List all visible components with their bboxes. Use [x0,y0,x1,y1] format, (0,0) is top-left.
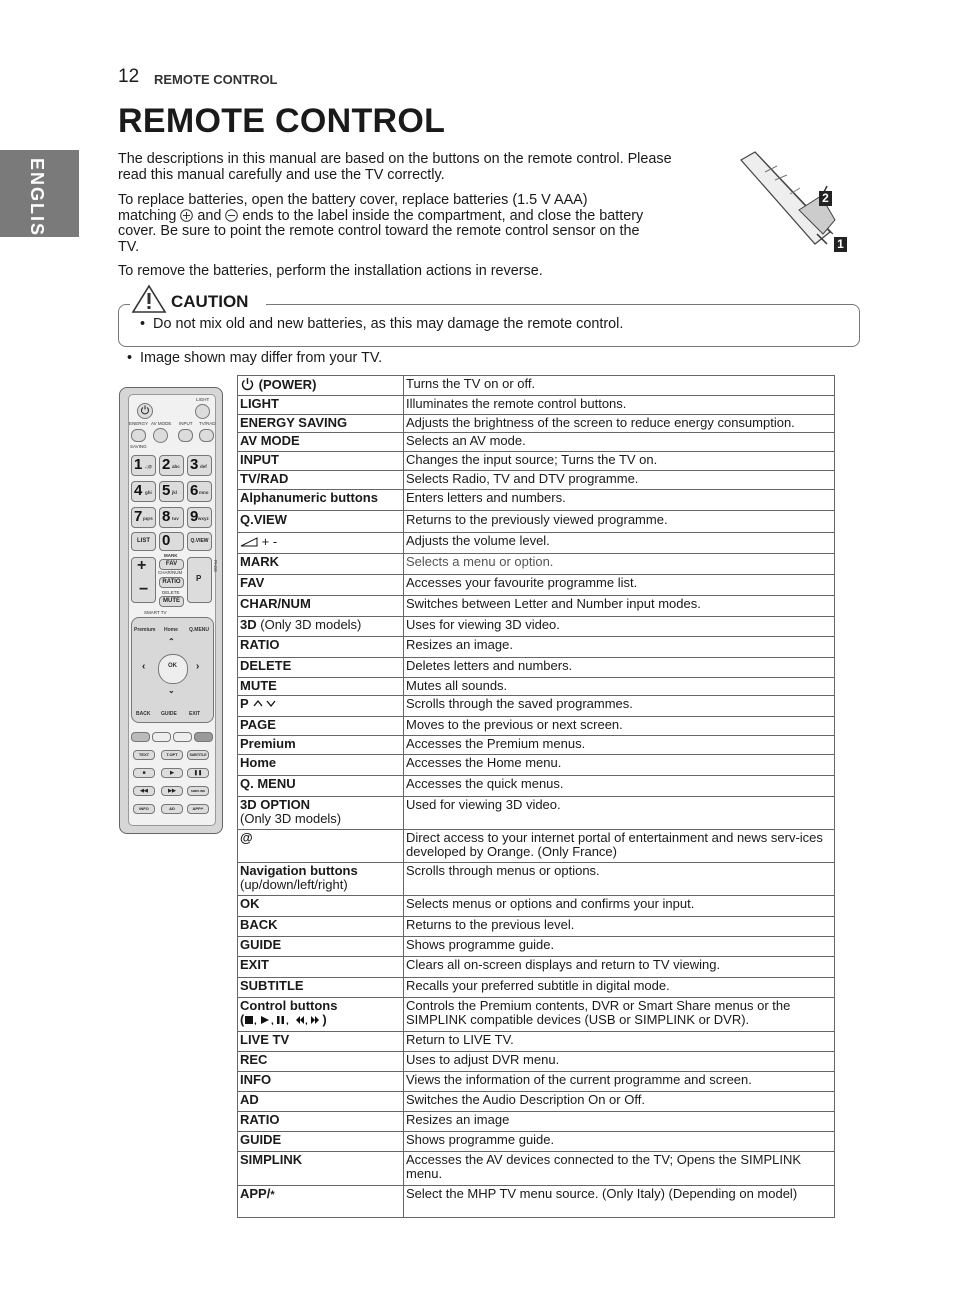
remote-ad-key: AD [161,804,183,814]
remote-page-label: PAGE [213,560,218,573]
remote-program-rocker: P [187,557,212,603]
remote-energy-key [131,429,146,442]
svg-text:,: , [286,1016,290,1025]
table-row: Q. MENU Accesses the quick menus. [238,775,835,796]
remote-qview-key: Q.VIEW [187,532,212,551]
remote-input-label: INPUT [179,421,193,426]
caution-label: CAUTION [171,292,249,311]
language-tab [0,150,79,253]
remote-fav-key: FAV [159,559,184,570]
remote-key-9: 9 wxyz [187,507,212,528]
table-row: RATIO Resizes an image [238,1111,835,1131]
remote-tvrad-label: TV/RAD [199,421,216,426]
remote-energy-label: ENERGY [129,421,149,426]
svg-text:,: , [254,1016,258,1025]
volume-icon [240,537,258,547]
remote-green-key [152,732,171,742]
table-row: OK Selects menus or options and confirms your input. [238,895,835,916]
page-number: 12 [118,66,140,87]
remote-face [128,394,216,826]
remote-navigation-pad: Premium Home Q.MENU OK ⌃ ⌄ ‹ › BACK GUIDE EXIT [131,617,214,723]
caution-heading [130,284,266,316]
table-row: LIGHT Illuminates the remote control buttons. [238,395,835,414]
table-row: INPUT Changes the input source; Turns the TV on. [238,452,835,471]
remote-charnum-label: CHAR/NUM [158,570,183,575]
table-row: BACK Returns to the previous level. [238,916,835,936]
remote-avmode-label: AV MODE [151,421,172,426]
table-row: SIMPLINK Accesses the AV devices connected to the TV; Opens the SIMPLINK menu. [238,1151,835,1185]
caution-item: • Do not mix old and new batteries, as this may damage the remote control. [140,316,624,332]
remote-volume-rocker: + − [131,557,156,603]
remote-light-label: LIGHT [196,397,210,402]
table-row: INFO Views the information of the current programme and screen. [238,1071,835,1091]
step-2-badge: 2 [819,191,832,206]
table-row: AD Switches the Audio Description On or Off. [238,1091,835,1111]
remote-saving-label: SAVING [130,444,147,449]
svg-text:,: , [305,1016,309,1025]
table-row: Home Accesses the Home menu. [238,754,835,775]
remote-yellow-key [173,732,192,742]
intro-paragraph-3: To remove the batteries, perform the installation actions in reverse. [118,263,543,279]
note-item: • Image shown may differ from your TV. [127,350,383,366]
table-row: SUBTITLE Recalls your preferred subtitle in digital mode. [238,977,835,997]
table-row: (POWER) Turns the TV on or off. [238,376,835,396]
remote-key-0: 0 [159,532,184,551]
remote-key-5: 5 jkl [159,481,184,502]
remote-control-illustration [119,387,223,834]
remote-light-key [195,404,210,419]
table-row: Q.VIEW Returns to the previously viewed programme. [238,510,835,532]
table-row: + - Adjusts the volume level. [238,532,835,553]
running-header: REMOTE CONTROL [154,72,278,87]
table-row: GUIDE Shows programme guide. [238,936,835,956]
remote-app-key: APP/* [187,804,209,814]
table-row: @ Direct access to your internet portal of entertainment and news serv-ices developed by Orange. (Only France) [238,829,835,862]
remote-topt-key: T.OPT [161,750,183,760]
remote-list-key: LIST [131,532,156,551]
table-row: LIVE TV Return to LIVE TV. [238,1031,835,1051]
remote-tvrad-key [199,429,214,442]
intro-paragraph-2 [118,193,648,255]
button-function-table [237,375,835,1218]
intro-paragraph-1: The descriptions in this manual are based on the buttons on the remote control. Please read this manual carefully and use the TV correctly. [118,151,672,183]
remote-key-4: 4 ghi [131,481,156,502]
table-row: 3D OPTION (Only 3D models) Used for viewing 3D video. [238,796,835,829]
table-row: MARK Selects a menu or option. [238,553,835,574]
remote-mark-label: MARK [164,553,178,558]
remote-ratio-key: RATIO [159,577,184,588]
remote-avmode-key [153,428,168,443]
table-row: APP/* Select the MHP TV menu source. (Only Italy) (Depending on model) [238,1185,835,1217]
remote-delete-label: DELETE [162,590,180,595]
remote-key-8: 8 tuv [159,507,184,528]
plus-icon [180,209,193,222]
remote-mute-key: MUTE [159,596,184,607]
table-row: TV/RAD Selects Radio, TV and DTV programme. [238,470,835,489]
remote-key-2: 2 abc [159,455,184,476]
table-row: MUTE Mutes all sounds. [238,677,835,696]
note-text: Image shown may differ from your TV. [140,350,383,366]
remote-key-3: 3 def [187,455,212,476]
intro-p2-end: ends to the label inside the compartment, and close the battery cover. Be sure to point the remote control toward the remote control sensor on the TV. [118,207,644,255]
table-row: RATIO Resizes an image. [238,636,835,657]
remote-key-6: 6 mno [187,481,212,502]
caution-text: Do not mix old and new batteries, as this may damage the remote control. [153,316,624,332]
warning-triangle-icon [131,284,167,314]
table-row: DELETE Deletes letters and numbers. [238,657,835,677]
table-row: Control buttons ( , , , , ) Controls the Premium contents, DVR or Smart Share menus or the SIMPLINK compatible devices (USB or SIMPLINK or DVR). [238,997,835,1031]
remote-simplink-key: SIMPLINK [187,786,209,796]
language-tab-label: ENGLISH [27,158,47,253]
table-row: EXIT Clears all on-screen displays and return to TV viewing. [238,956,835,977]
table-row: P Scrolls through the saved programmes. [238,696,835,717]
remote-text-key: TEXT [133,750,155,760]
table-row: 3D (Only 3D models) Uses for viewing 3D video. [238,616,835,636]
remote-play-key: ▶ [161,768,183,778]
remote-info-key: INFO [133,804,155,814]
table-row: CHAR/NUM Switches between Letter and Number input modes. [238,595,835,616]
svg-text:,: , [271,1016,275,1025]
remote-subtitle-key: SUBTITLE [187,750,209,760]
remote-rewind-key: ◀◀ [133,786,155,796]
table-row: Premium Accesses the Premium menus. [238,735,835,754]
table-row: Alphanumeric buttons Enters letters and numbers. [238,489,835,510]
page-title: REMOTE CONTROL [118,102,446,140]
remote-red-key [131,732,150,742]
remote-power-key [137,403,153,419]
minus-icon [225,209,238,222]
table-row: Navigation buttons (up/down/left/right) Scrolls through menus or options. [238,862,835,895]
remote-stop-key: ■ [133,768,155,778]
power-icon [240,377,255,391]
remote-smarttv-label: SMART TV [144,610,167,615]
table-row: PAGE Moves to the previous or next screen. [238,717,835,736]
remote-key-1: 1 .;@ [131,455,156,476]
intro-p2-start: To replace batteries, open the battery cover, replace batteries (1.5 V AAA) matching [118,192,588,224]
remote-key-7: 7 pqrs [131,507,156,528]
table-row: GUIDE Shows programme guide. [238,1131,835,1151]
remote-pause-key: ❚❚ [187,768,209,778]
remote-ff-key: ▶▶ [161,786,183,796]
control-symbols-icon [244,1015,322,1025]
up-down-arrows-icon [252,699,278,708]
remote-blue-key [194,732,213,742]
table-row: ENERGY SAVING Adjusts the brightness of the screen to reduce energy consumption. [238,414,835,433]
table-row: REC Uses to adjust DVR menu. [238,1051,835,1071]
table-row: FAV Accesses your favourite programme list. [238,574,835,595]
battery-cover-illustration [735,148,850,258]
remote-input-key [178,429,193,442]
table-row: AV MODE Selects an AV mode. [238,433,835,452]
step-1-badge: 1 [834,237,847,252]
intro-p2-and: and [197,207,222,224]
